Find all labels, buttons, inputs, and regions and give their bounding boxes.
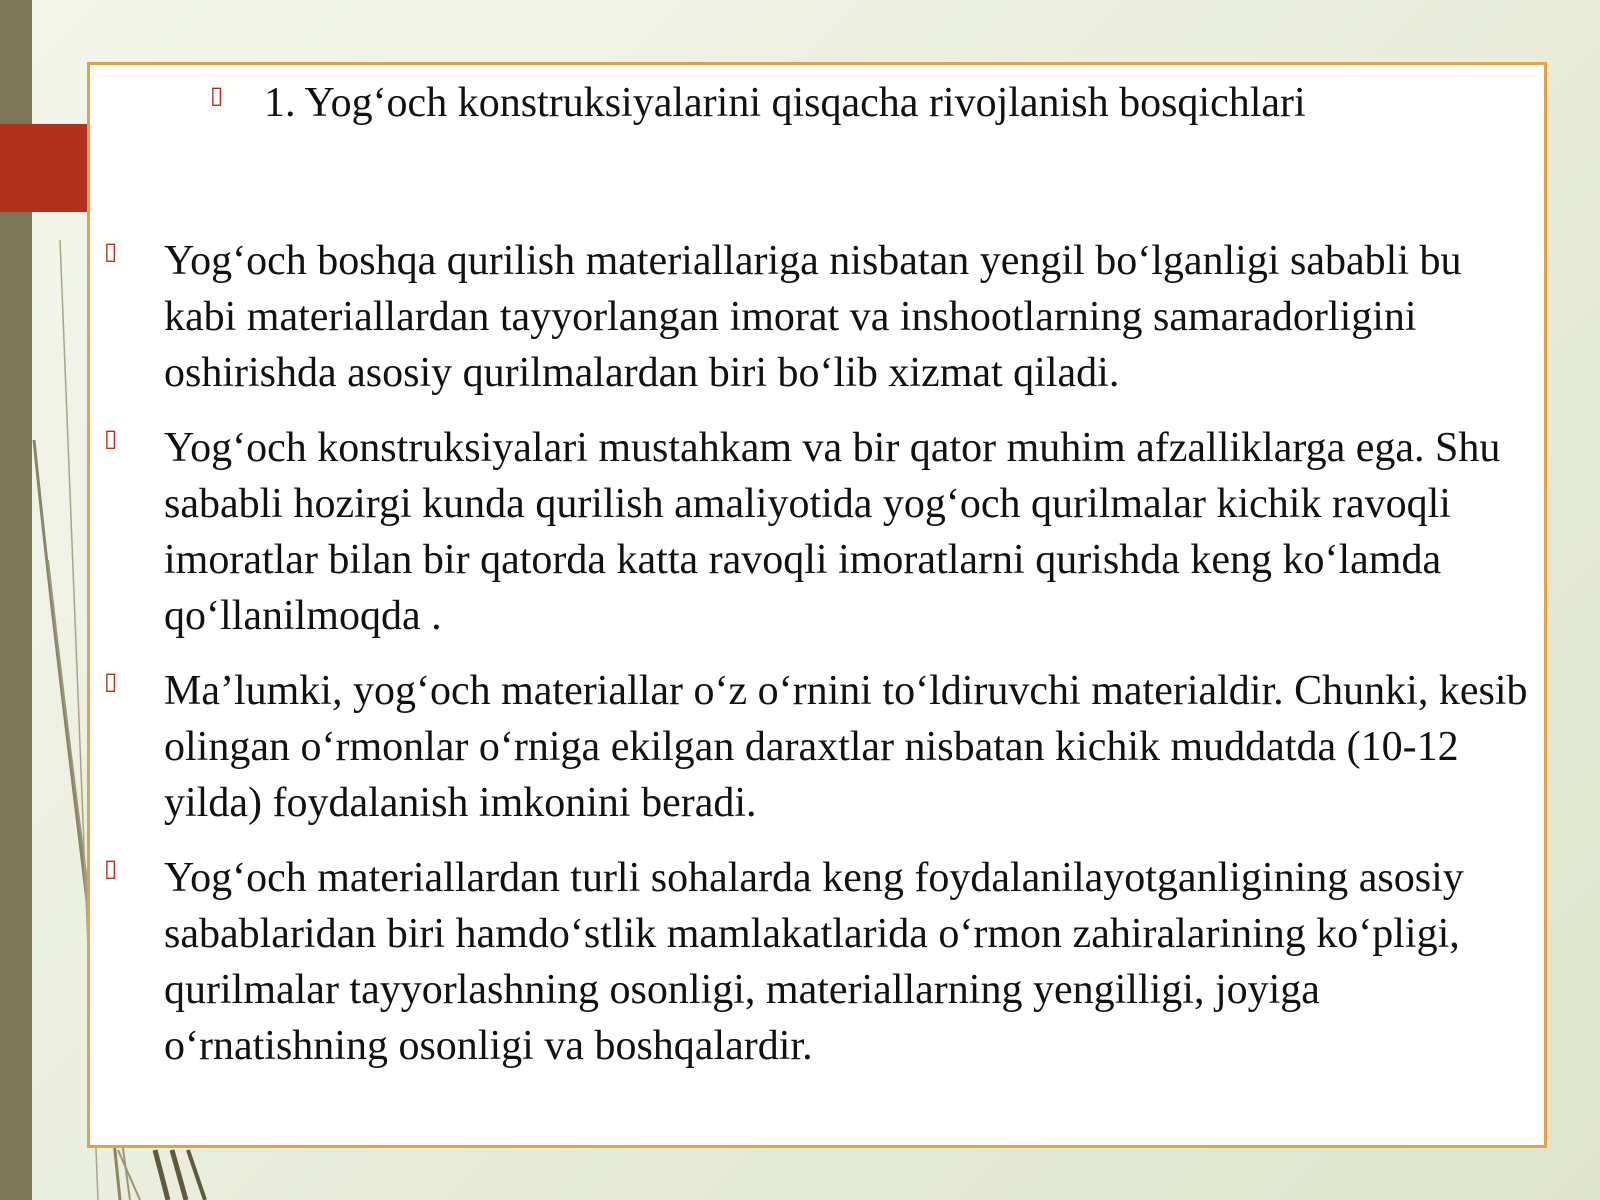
list-item — [90, 420, 1544, 644]
bullet-list — [90, 233, 1544, 1093]
unknown-glyph-box-icon: ▯ — [104, 854, 118, 882]
slide-content-frame — [87, 62, 1547, 1148]
heading-text: 1. Yog‘och konstruksiyalarini qisqacha rivojlanish bosqichlari — [264, 80, 1306, 126]
unknown-glyph-box-icon: ▯ — [104, 237, 118, 265]
list-item — [90, 850, 1544, 1074]
bullet-text: Yog‘och boshqa qurilish materiallariga nisbatan yengil bo‘lganligi sababli bu kabi materiallardan tayyorlangan imorat va inshootlarning samaradorligini oshirishda asosiy qurilmalardan biri bo‘lib xizmat qiladi. — [164, 238, 1462, 396]
red-accent-block — [0, 124, 88, 212]
unknown-glyph-box-icon: ▯ — [104, 424, 118, 452]
list-item — [90, 663, 1544, 831]
bullet-text: Yog‘och materiallardan turli sohalarda keng foydalanilayotganligining asosiy sabablaridan biri hamdo‘stlik mamlakatlarida o‘rmon zahiralarining ko‘pligi, qurilmalar tayyorlashning osonligi, materiallarning yengilligi, joyiga o‘rnatishning osonligi va boshqalardir. — [164, 855, 1464, 1069]
unknown-glyph-box-icon: ▯ — [210, 81, 224, 109]
unknown-glyph-box-icon: ▯ — [104, 667, 118, 695]
bullet-text: Yog‘och konstruksiyalari mustahkam va bir qator muhim afzalliklarga ega. Shu sababli hozirgi kunda qurilish amaliyotida yog‘och qurilmalar kichik ravoqli imoratlar bilan bir qatorda katta ravoqli imoratlarni qurishda keng ko‘lamda qo‘llanilmoqda . — [164, 425, 1501, 639]
slide-heading — [210, 75, 1306, 131]
bullet-text: Ma’lumki, yog‘och materiallar o‘z o‘rnini to‘ldiruvchi materialdir. Chunki, kesib olingan o‘rmonlar o‘rniga ekilgan daraxtlar nisbatan kichik muddatda (10-12 yilda) foydalanish imkonini beradi. — [164, 668, 1528, 826]
list-item — [90, 233, 1544, 401]
